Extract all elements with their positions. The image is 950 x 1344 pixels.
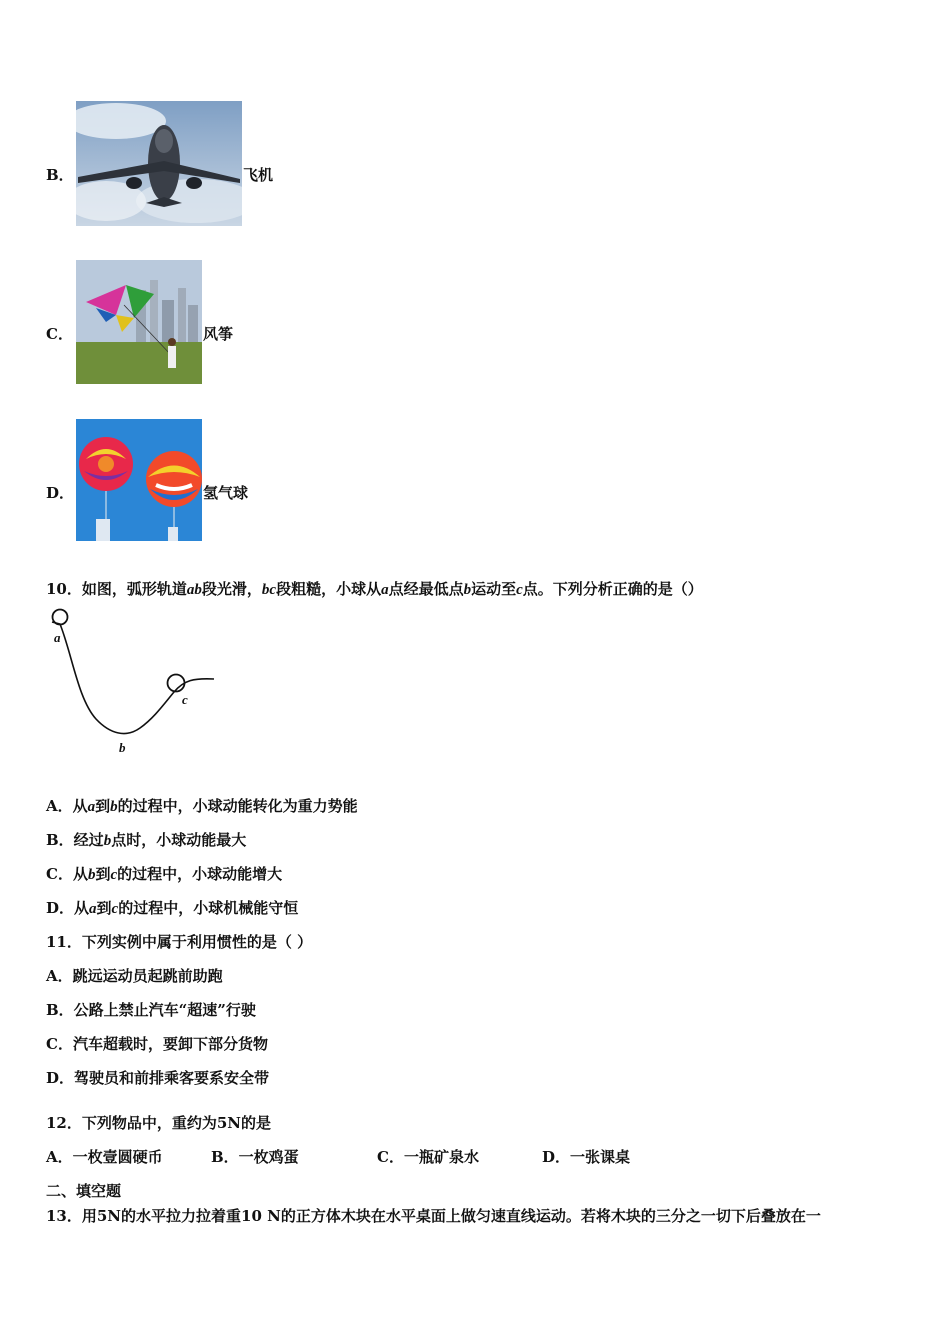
- section-title: 二、填空题: [46, 1182, 122, 1200]
- q10-stem-text: 10．如图，弧形轨道: [46, 580, 187, 598]
- option-text: 到: [95, 865, 111, 883]
- q10-stem-text: 点。下列分析正确的是（）: [522, 580, 703, 598]
- option-d-label: D．: [46, 484, 75, 502]
- arc-track-diagram: [44, 604, 224, 764]
- option-var: b: [103, 833, 112, 849]
- q11-option-b: B．公路上禁止汽车“超速”行驶: [46, 1001, 256, 1019]
- kite-illustration: [76, 260, 202, 384]
- q12-options: [0, 1146, 950, 1166]
- q10-var-a: a: [381, 582, 389, 598]
- option-var: b: [87, 867, 96, 883]
- balloon-image: [76, 419, 202, 541]
- option-var: c: [110, 867, 118, 883]
- q10-var-b: b: [463, 582, 472, 598]
- option-text: C．从: [46, 865, 88, 883]
- q12-option-a: A．一枚壹圆硬币: [46, 1148, 163, 1166]
- option-var: a: [89, 901, 97, 917]
- q10-stem-text: 点经最低点: [388, 580, 464, 598]
- airplane-image: [76, 101, 242, 226]
- option-text: 到: [95, 797, 111, 815]
- q10-var-bc: bc: [261, 582, 277, 598]
- q10-option-a: [46, 795, 358, 816]
- q10-var-ab: ab: [186, 582, 202, 598]
- q12-option-b: B．一枚鸡蛋: [211, 1148, 299, 1166]
- option-text: A．从: [46, 797, 88, 815]
- q10-stem-text: 段光滑，: [201, 580, 262, 598]
- option-b-label: B．: [46, 166, 74, 184]
- q10-stem-text: 段粗糙，小球从: [276, 580, 382, 598]
- airplane-illustration: [76, 101, 242, 226]
- ball-a: [53, 610, 68, 625]
- option-c-caption: 风筝: [203, 325, 234, 343]
- option-var: a: [87, 799, 96, 815]
- option-text: 点时，小球动能最大: [111, 831, 247, 849]
- option-b-caption: 飞机: [243, 166, 274, 184]
- q10-option-c: [46, 863, 282, 884]
- option-d-caption: 氢气球: [203, 484, 249, 502]
- option-text: 的过程中，小球机械能守恒: [118, 899, 299, 917]
- option-text: 的过程中，小球动能转化为重力势能: [117, 797, 358, 815]
- q10-stem: [46, 578, 703, 599]
- q12-option-d: D．一张课桌: [542, 1148, 631, 1166]
- q12-option-c: C．一瓶矿泉水: [377, 1148, 479, 1166]
- option-text: 到: [96, 899, 112, 917]
- q10-stem-text: 运动至: [471, 580, 517, 598]
- q11-option-a: A．跳远运动员起跳前助跑: [46, 967, 223, 985]
- balloon-illustration: [76, 419, 202, 541]
- label-a: a: [54, 630, 61, 645]
- option-var: c: [111, 901, 119, 917]
- q13-stem: 13．用5N的水平拉力拉着重10 N的正方体木块在水平桌面上做匀速直线运动。若将木块的三分之一切下后叠放在一: [46, 1207, 821, 1225]
- kite-image: [76, 260, 202, 384]
- track-figure: [44, 604, 224, 764]
- q11-option-d: D．驾驶员和前排乘客要系安全带: [46, 1069, 270, 1087]
- q10-var-c: c: [516, 582, 523, 598]
- q11-option-c: C．汽车超载时，要卸下部分货物: [46, 1035, 268, 1053]
- option-var: b: [110, 799, 118, 815]
- option-text: D．从: [46, 899, 90, 917]
- label-b: b: [119, 740, 126, 755]
- q12-stem: 12．下列物品中，重约为5N的是: [46, 1114, 272, 1132]
- label-c: c: [182, 692, 188, 707]
- option-text: B．经过: [46, 831, 104, 849]
- q10-option-d: [46, 897, 298, 918]
- q10-option-b: [46, 829, 246, 850]
- option-c-label: C．: [46, 325, 73, 343]
- option-text: 的过程中，小球动能增大: [117, 865, 283, 883]
- q11-stem: 11．下列实例中属于利用惯性的是（ ）: [46, 933, 313, 951]
